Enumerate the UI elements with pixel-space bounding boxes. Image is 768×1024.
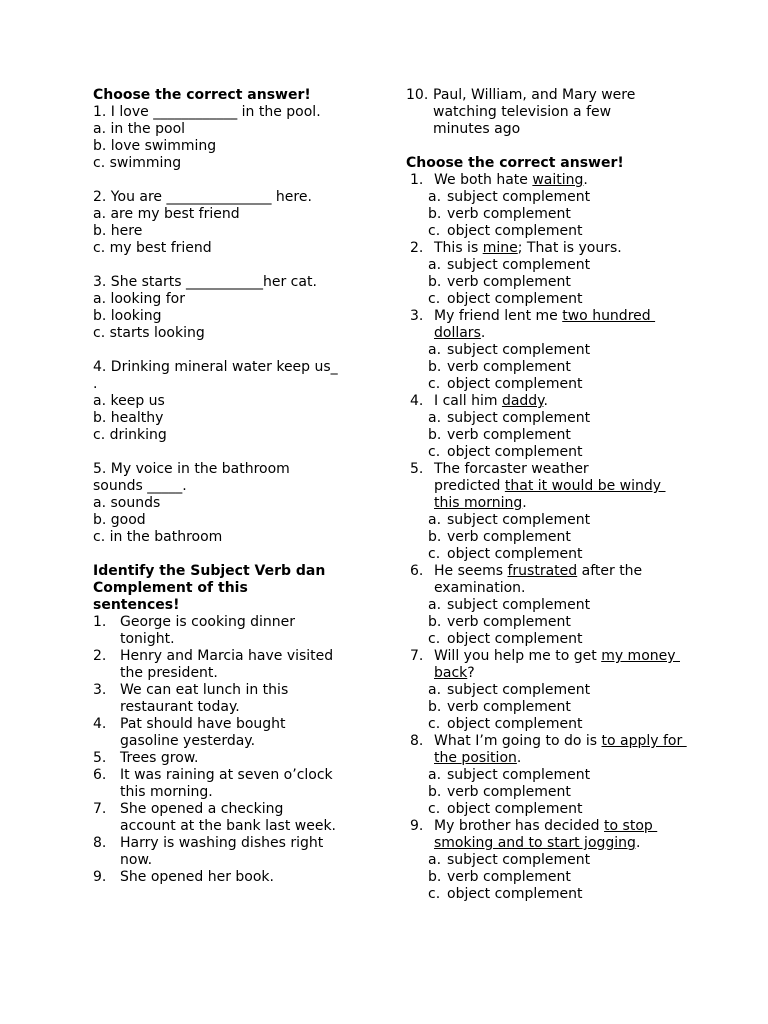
option: a. subject complement [428, 852, 591, 868]
sentence-item: 6. It was raining at seven o’clock this morning. [93, 767, 333, 800]
option-group [406, 852, 718, 903]
question-stem: 1. I love ____________ in the pool. [93, 104, 321, 120]
option-group [406, 342, 718, 393]
option: b. verb complement [428, 274, 571, 290]
option-group [406, 410, 718, 461]
sentence-item: 1. George is cooking dinner tonight. [93, 614, 296, 647]
option: b. verb complement [428, 206, 571, 222]
sentence-item: 5. Trees grow. [93, 750, 199, 766]
option: c. object complement [428, 886, 583, 902]
option: a. subject complement [428, 682, 591, 698]
option-group [406, 597, 718, 648]
option: c. object complement [428, 546, 583, 562]
sentence-item: 9. She opened her book. [93, 869, 274, 885]
question-stem: 2. You are _______________ here. [93, 189, 312, 205]
question-stem: 3. She starts ___________her cat. [93, 274, 317, 290]
question-stem-cont: sounds _____. [93, 478, 187, 494]
option: c. object complement [428, 291, 583, 307]
sentence-item: 8. Harry is washing dishes right now. [93, 835, 324, 868]
sentence-list [93, 614, 365, 886]
option: c. swimming [93, 155, 182, 171]
sentence-item: 2. Henry and Marcia have visited the president. [93, 648, 334, 681]
question-stem: 5. My voice in the bathroom [93, 461, 290, 477]
option: b. verb complement [428, 614, 571, 630]
question-stem: 7. Will you help me to get my money back? [410, 648, 680, 681]
left-column [93, 87, 365, 886]
option: c. object complement [428, 631, 583, 647]
option: c. in the bathroom [93, 529, 223, 545]
option: b. looking [93, 308, 162, 324]
option: c. my best friend [93, 240, 212, 256]
option: b. verb complement [428, 427, 571, 443]
option: a. subject complement [428, 597, 591, 613]
option: a. subject complement [428, 410, 591, 426]
sentence-item: 7. She opened a checking account at the bank last week. [93, 801, 337, 834]
option: c. object complement [428, 801, 583, 817]
option-group [406, 189, 718, 240]
option: a. are my best friend [93, 206, 240, 222]
option-group [406, 257, 718, 308]
option: b. verb complement [428, 784, 571, 800]
option: a. keep us [93, 393, 165, 409]
option: b. healthy [93, 410, 164, 426]
question-stem: 9. My brother has decided to stop smoking and to start jogging. [410, 818, 658, 851]
option: b. verb complement [428, 529, 571, 545]
option: b. verb complement [428, 699, 571, 715]
question-stem: 3. My friend lent me two hundred dollars. [410, 308, 656, 341]
option: c. object complement [428, 376, 583, 392]
option: a. subject complement [428, 189, 591, 205]
sentence-item: 4. Pat should have bought gasoline yesterday. [93, 716, 286, 749]
option: b. verb complement [428, 869, 571, 885]
option: a. subject complement [428, 512, 591, 528]
option: a. subject complement [428, 342, 591, 358]
section-title: sentences! [93, 597, 180, 613]
question-stem-cont: . [93, 376, 98, 392]
question-stem: 6. He seems frustrated after the examination. [410, 563, 643, 596]
question-stem: 5. The forcaster weather predicted that it would be windy this morning. [410, 461, 666, 511]
option: b. verb complement [428, 359, 571, 375]
option: c. drinking [93, 427, 167, 443]
option: a. subject complement [428, 257, 591, 273]
option-group [406, 767, 718, 818]
option: a. subject complement [428, 767, 591, 783]
option: a. in the pool [93, 121, 186, 137]
option: a. looking for [93, 291, 185, 307]
option: b. good [93, 512, 146, 528]
option: a. sounds [93, 495, 161, 511]
section-title: Choose the correct answer! [406, 155, 624, 171]
question-stem: 8. What I’m going to do is to apply for the position. [410, 733, 687, 766]
question-stem: 2. This is mine; That is yours. [410, 240, 622, 256]
question-stem: 4. I call him daddy. [410, 393, 548, 409]
option: c. object complement [428, 716, 583, 732]
option: b. love swimming [93, 138, 217, 154]
option: c. starts looking [93, 325, 205, 341]
option: c. object complement [428, 223, 583, 239]
section-title: Identify the Subject Verb dan [93, 563, 326, 579]
question-stem: 4. Drinking mineral water keep us_ [93, 359, 338, 375]
right-column [406, 87, 718, 903]
option: b. here [93, 223, 143, 239]
section-title: Complement of this [93, 580, 248, 596]
sentence-item: 10. Paul, William, and Mary were watching television a few minutes ago [406, 87, 636, 137]
option: c. object complement [428, 444, 583, 460]
option-group [406, 682, 718, 733]
option-group [406, 512, 718, 563]
sentence-item: 3. We can eat lunch in this restaurant today. [93, 682, 289, 715]
section-title: Choose the correct answer! [93, 87, 311, 103]
question-stem: 1. We both hate waiting. [410, 172, 588, 188]
